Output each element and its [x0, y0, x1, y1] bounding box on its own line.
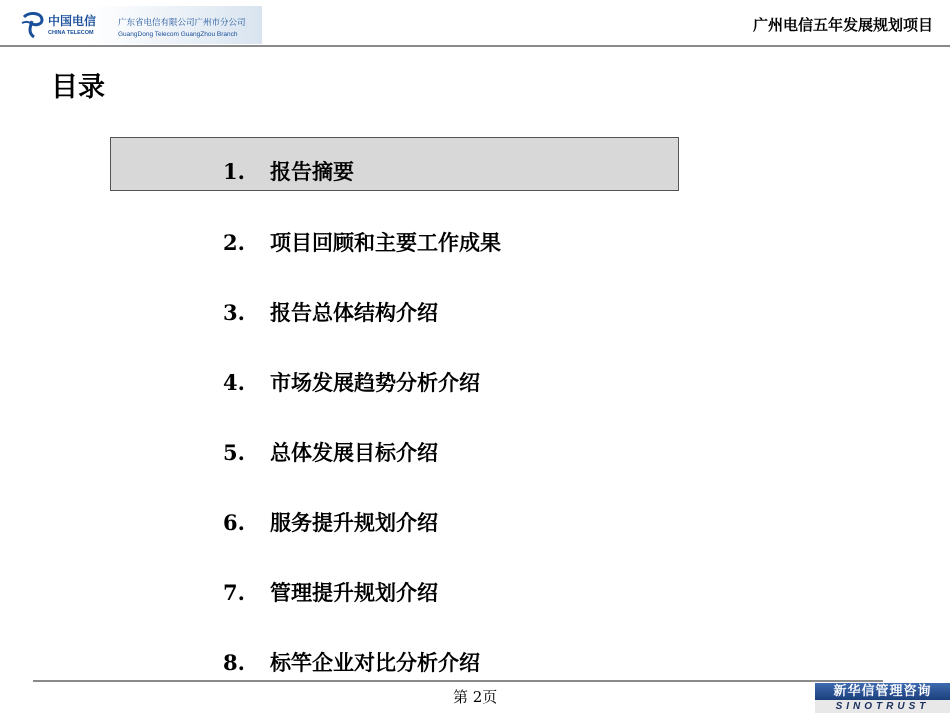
logo-text-cn: 中国电信	[48, 14, 97, 28]
toc-item-label: 标竿企业对比分析介绍	[270, 650, 480, 675]
toc-item-4[interactable]	[223, 367, 480, 397]
toc-item-number: 4.	[223, 370, 245, 395]
toc-item-label: 报告总体结构介绍	[270, 300, 438, 325]
toc-item-label: 市场发展趋势分析介绍	[270, 370, 480, 395]
toc-item-6[interactable]	[223, 507, 438, 537]
toc-highlight-box	[110, 137, 679, 191]
toc-item-label: 项目回顾和主要工作成果	[270, 230, 501, 255]
sinotrust-name-en: SINOTRUST	[815, 700, 950, 713]
sinotrust-name-cn: 新华信管理咨询	[815, 683, 950, 700]
toc-item-number: 1.	[223, 159, 245, 184]
branch-name-en: GuangDong Telecom GuangZhou Branch	[118, 31, 238, 38]
logo-text-en: CHINA TELECOM	[48, 30, 94, 36]
toc-item-7[interactable]	[223, 577, 438, 607]
toc-item-5[interactable]	[223, 437, 438, 467]
toc-item-number: 3.	[223, 300, 245, 325]
toc-item-3[interactable]	[223, 297, 438, 327]
toc-item-1[interactable]	[223, 156, 354, 186]
toc-item-label: 报告摘要	[270, 159, 354, 184]
toc-item-number: 7.	[223, 580, 245, 605]
toc-item-number: 6.	[223, 510, 245, 535]
project-title: 广州电信五年发展规划项目	[752, 16, 933, 34]
toc-item-8[interactable]	[223, 647, 480, 677]
toc-item-number: 2.	[223, 230, 245, 255]
branch-name-cn: 广东省电信有限公司广州市分公司	[118, 17, 246, 27]
china-telecom-icon	[20, 11, 46, 39]
page-title: 目录	[51, 72, 105, 103]
footer-divider	[33, 680, 883, 682]
china-telecom-logo	[14, 6, 262, 44]
page-number: 第 2页	[453, 688, 498, 706]
sinotrust-logo	[815, 683, 950, 713]
toc-item-label: 总体发展目标介绍	[270, 440, 438, 465]
toc-item-2[interactable]	[223, 227, 501, 257]
toc-item-label: 管理提升规划介绍	[270, 580, 438, 605]
toc-item-number: 5.	[223, 440, 245, 465]
toc-item-label: 服务提升规划介绍	[270, 510, 438, 535]
header-divider	[0, 45, 950, 47]
toc-item-number: 8.	[223, 650, 245, 675]
